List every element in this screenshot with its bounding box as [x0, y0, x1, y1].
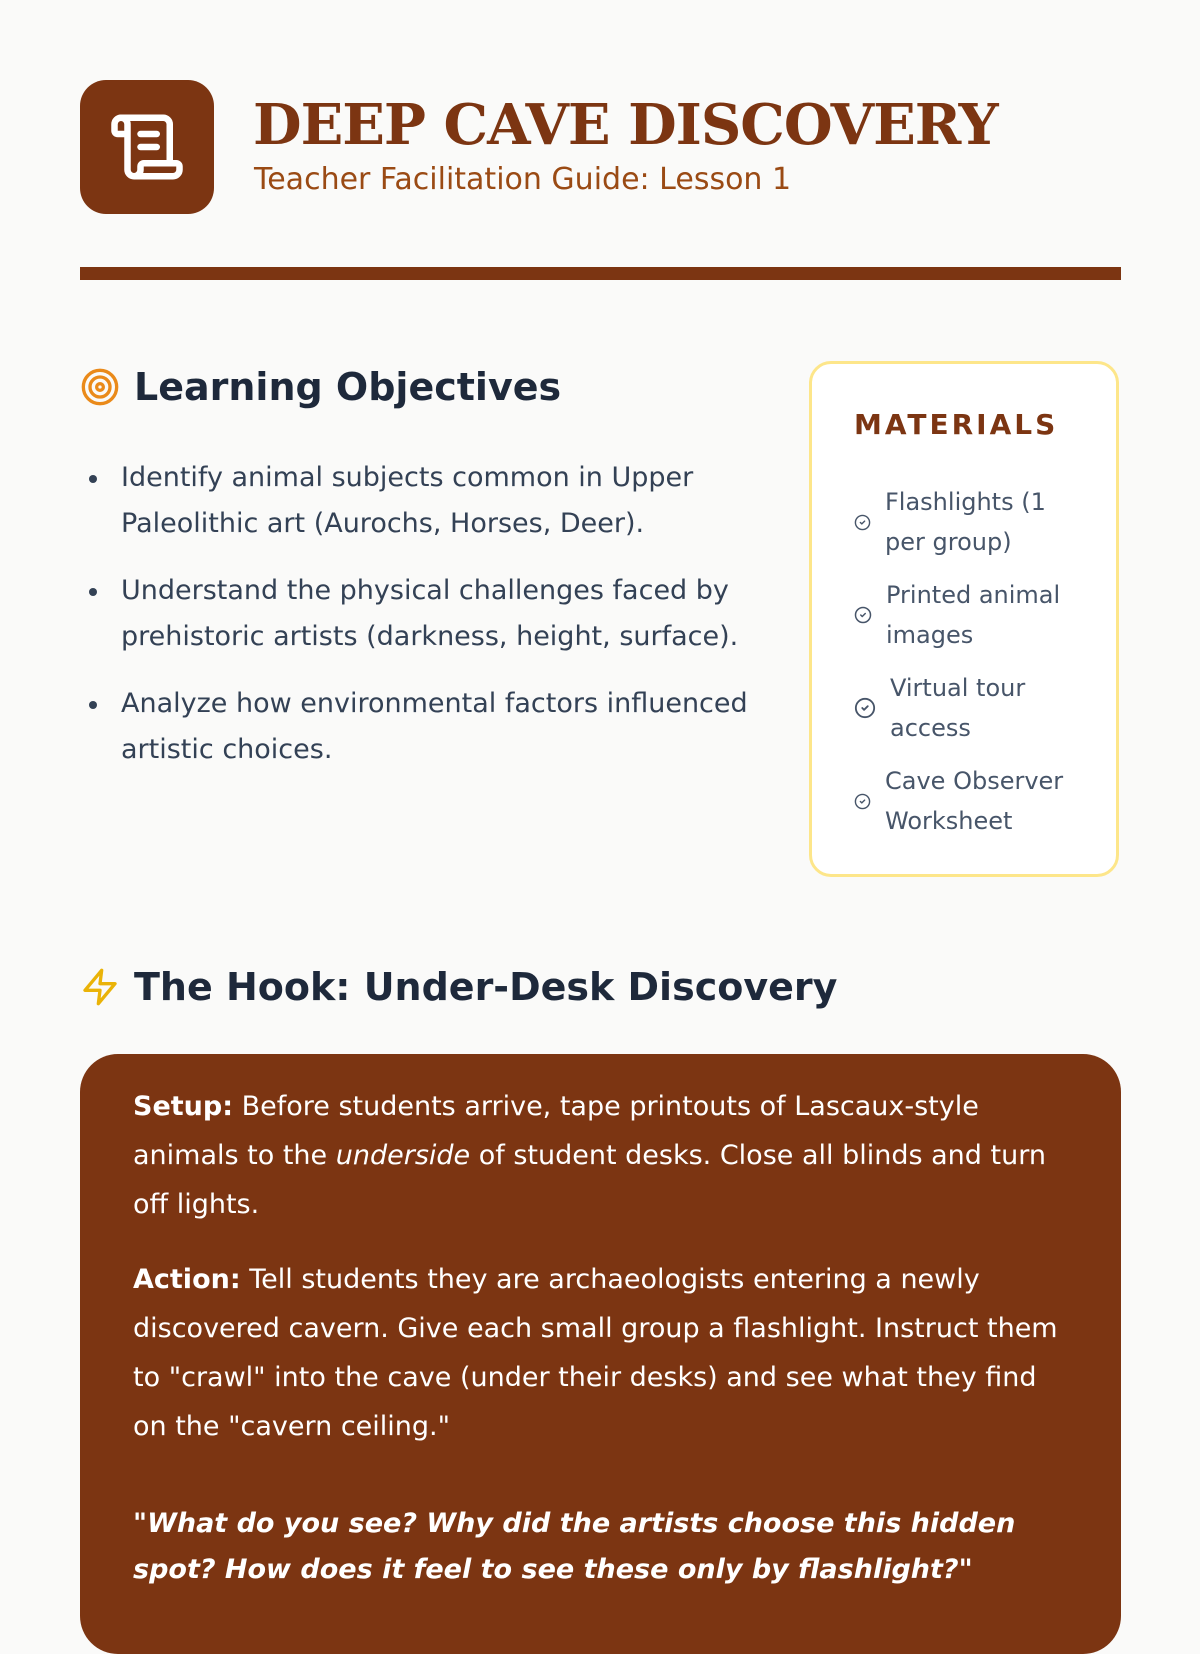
material-item	[854, 761, 1084, 841]
setup-text-after: of student desks. Close all blinds and turn off lights.	[133, 1140, 1046, 1220]
material-label: Flashlights (1 per group)	[885, 488, 1046, 556]
setup-text-before: Before students arrive, tape printouts of Lascaux-style animals to the	[133, 1091, 979, 1171]
hook-heading	[80, 962, 837, 1012]
material-label: Virtual tour access	[890, 674, 1026, 742]
discussion-quote: "What do you see? Why did the artists choose this hidden spot? How does it feel to see these only by flashlight?"	[133, 1508, 1016, 1585]
scroll-icon	[80, 80, 214, 214]
setup-label: Setup:	[133, 1091, 234, 1122]
objective-item: Identify animal subjects common in Upper Paleolithic art (Aurochs, Horses, Deer).	[80, 455, 760, 547]
setup-emphasis: underside	[335, 1140, 471, 1171]
materials-title: MATERIALS	[854, 408, 1059, 441]
check-circle-icon	[854, 606, 872, 624]
setup-paragraph	[133, 1082, 1073, 1229]
target-icon	[80, 367, 120, 407]
check-circle-icon	[854, 793, 871, 810]
page-subtitle: Teacher Facilitation Guide: Lesson 1	[254, 162, 792, 197]
check-circle-icon	[854, 514, 871, 531]
objectives-heading-label: Learning Objectives	[134, 365, 562, 409]
page-title: DEEP CAVE DISCOVERY	[253, 92, 998, 158]
objective-item: Analyze how environmental factors influenced artistic choices.	[80, 681, 760, 773]
materials-card	[809, 361, 1119, 877]
material-item	[854, 482, 1084, 562]
action-paragraph	[133, 1255, 1073, 1451]
action-label: Action:	[133, 1264, 241, 1295]
material-item	[854, 575, 1084, 655]
material-label: Printed animal images	[886, 581, 1061, 649]
objective-item: Understand the physical challenges faced by prehistoric artists (darkness, height, surface).	[80, 568, 760, 660]
objectives-heading	[80, 362, 561, 412]
check-circle-icon	[854, 697, 876, 719]
objectives-list	[80, 455, 760, 794]
action-text: Tell students they are archaeologists entering a newly discovered cavern. Give each small group a flashlight. Instruct them to "crawl" into the cave (under their desks) and see what they find on the "cavern ceiling."	[133, 1264, 1058, 1442]
hook-card	[80, 1054, 1121, 1654]
material-item	[854, 668, 1084, 748]
header-divider	[80, 267, 1121, 280]
lightning-icon	[80, 967, 120, 1007]
material-label: Cave Observer Worksheet	[885, 767, 1064, 835]
hook-heading-label: The Hook: Under-Desk Discovery	[134, 965, 838, 1009]
